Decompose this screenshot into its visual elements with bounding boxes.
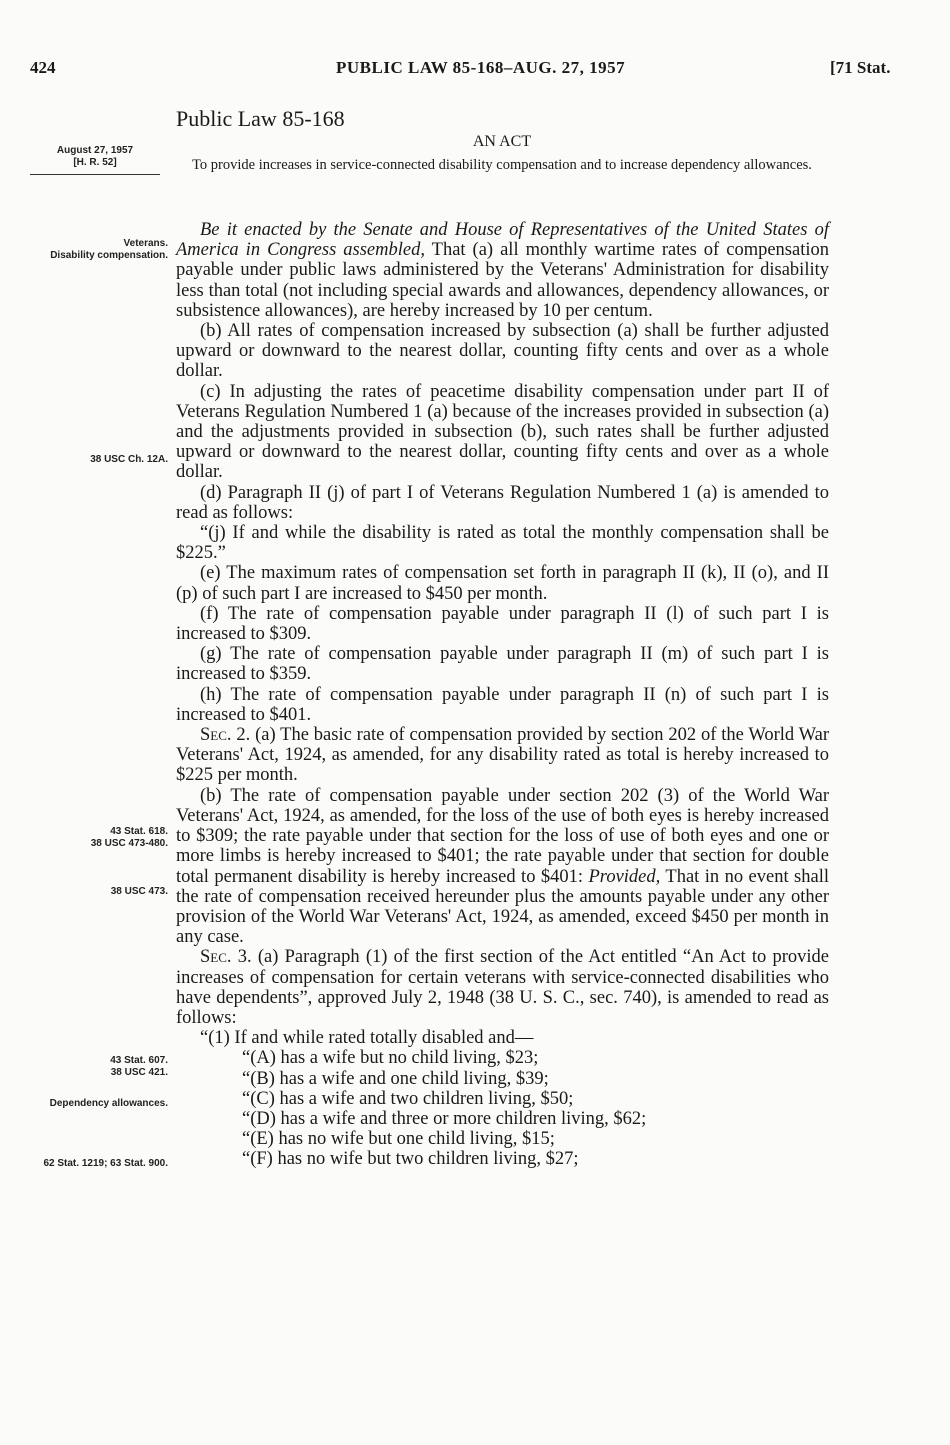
section-1-h: (h) The rate of compensation payable under paragraph II (n) of such part I is increased to $401. [176, 684, 829, 725]
margin-date: August 27, 1957 [H. R. 52] [56, 145, 134, 168]
section-1-f: (f) The rate of compensation payable under paragraph II (l) of such part I is increased to $309. [176, 603, 829, 645]
margin-usc-12a: 38 USC Ch. 12A. [90, 454, 168, 465]
list-item: “(D) has a wife and three or more children living, $62; [242, 1108, 647, 1129]
section-1-e: (e) The maximum rates of compensation set forth in paragraph II (k), II (o), and II (p) of such part I are increased to $450 per month. [176, 563, 829, 604]
list-item: “(F) has no wife but two children living, $27; [242, 1149, 579, 1170]
list-item: “(B) has a wife and one child living, $39; [242, 1068, 549, 1089]
margin-stat-1219: 62 Stat. 1219; 63 Stat. 900. [43, 1158, 168, 1169]
list-item: “(C) has a wife and two children living, $50; [242, 1088, 574, 1109]
list-item: “(A) has a wife but no child living, $23; [242, 1048, 539, 1069]
section-2-b: (b) The rate of compensation payable under section 202 (3) of the World War Veterans' Act, 1924, as amended, for the loss of the use of both eyes is hereby increased to $309; the rate payable under that section for the loss of use of both eyes and one or more limbs is hereby increased to $401; the rate payable under that section for double total permanent disability is hereby increased to $401: Provided, That in no event shall the rate of compensation received hereunder plus the amounts payable under any other provision of the World War Veterans' Act, 1924, as amended, exceed $450 per month in any case. [176, 785, 829, 948]
section-1-g: (g) The rate of compensation payable under paragraph II (m) of such part I is increased to $359. [176, 644, 829, 685]
section-1-c: (c) In adjusting the rates of peacetime disability compensation under part II of Veterans Regulation Numbered 1 (a) because of the increases provided in subsection (a) and the adjustments provided in subsection (b), such rates shall be further adjusted upward or downward to the nearest dollar, counting fifty cents and over as a whole dollar. [176, 381, 829, 483]
running-header [30, 58, 891, 82]
act-body [176, 220, 829, 1170]
law-title: Public Law 85-168 [176, 106, 345, 131]
margin-rule [30, 174, 160, 175]
margin-stat-607: 43 Stat. 607. 38 USC 421. [110, 1055, 168, 1078]
margin-usc-473: 38 USC 473. [110, 886, 168, 897]
margin-stat-618: 43 Stat. 618. 38 USC 473-480. [90, 826, 168, 849]
section-2-a: Sec. 2. (a) The basic rate of compensation provided by section 202 of the World War Veterans' Act, 1924, as amended, for any disability rated as total is hereby increased to $225 per month. [176, 725, 830, 786]
running-title: PUBLIC LAW 85-168–AUG. 27, 1957 [336, 58, 626, 77]
section-3-para-1: “(1) If and while rated totally disabled and— [200, 1028, 534, 1049]
section-3-a: Sec. 3. (a) Paragraph (1) of the first section of the Act entitled “An Act to provide increases of compensation for certain veterans with service-connected disabilities who have dependents”, approved July 2, 1948 (38 U. S. C., sec. 740), is amended to read as follows: [176, 947, 829, 1028]
act-heading: AN ACT [472, 133, 532, 150]
margin-veterans: Veterans. Disability compensation. [50, 238, 168, 261]
page-number: 424 [30, 58, 56, 77]
statute-reference: [71 Stat. [830, 58, 891, 77]
list-item: “(E) has no wife but one child living, $15; [242, 1129, 555, 1150]
section-1-d: (d) Paragraph II (j) of part I of Veterans Regulation Numbered 1 (a) is amended to read as follows: [176, 482, 829, 523]
section-1-b: (b) All rates of compensation increased by subsection (a) shall be further adjusted upward or downward to the nearest dollar, counting fifty cents and over as a whole dollar. [176, 321, 829, 382]
section-1-d-quote: “(j) If and while the disability is rated as total the monthly compensation shall be $225.” [176, 523, 829, 564]
act-purpose: To provide increases in service-connected disability compensation and to increase dependency allowances. [192, 157, 812, 173]
enacting-clause: Be it enacted by the Senate and House of Representatives of the United States of America in Congress assembled, That (a) all monthly wartime rates of compensation payable under public laws administered by the Veterans' Administration for disability less than total (not including special awards and allowances, dependency allowances, or subsistence allowances), are hereby increased by 10 per centum. [176, 220, 829, 321]
margin-dependency: Dependency allowances. [49, 1098, 168, 1109]
